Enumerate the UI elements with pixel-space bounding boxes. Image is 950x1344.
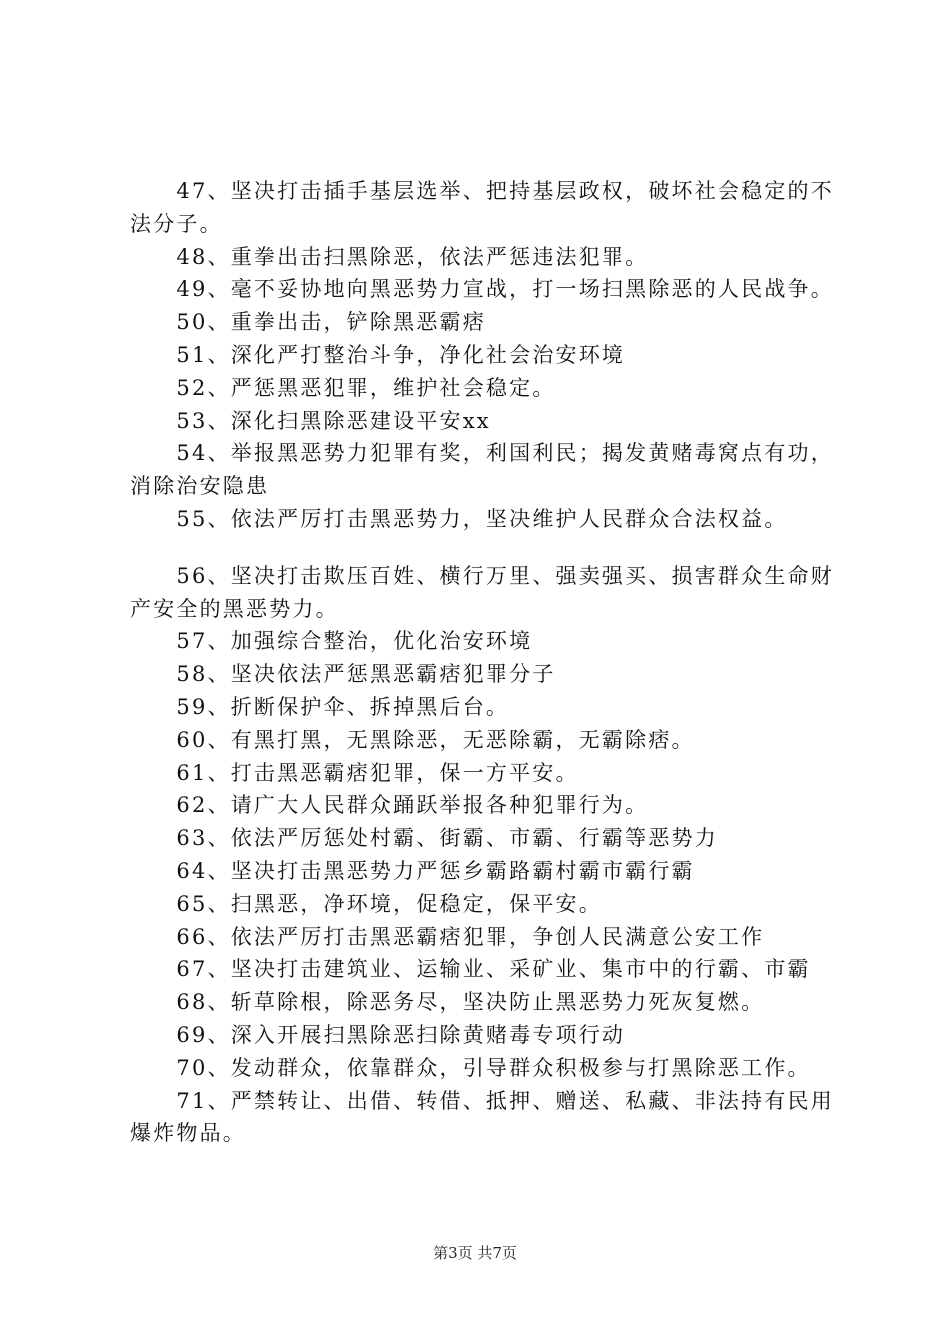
item-text: 深化扫黑除恶建设平安xx: [230, 408, 491, 433]
page-footer: 第3页 共7页: [433, 1244, 517, 1262]
list-item: 47、坚决打击插手基层选举、把持基层政权，破坏社会稳定的不法分子。: [130, 179, 834, 236]
list-item: 61、打击黑恶霸痞犯罪，保一方平安。: [176, 760, 579, 785]
list-item: 48、重拳出击扫黑除恶，依法严惩违法犯罪。: [176, 244, 649, 269]
list-item: 56、坚决打击欺压百姓、横行万里、强卖强买、损害群众生命财产安全的黑恶势力。: [130, 563, 834, 621]
item-number: 70: [176, 1055, 208, 1080]
list-item: 71、严禁转让、出借、转借、抵押、赠送、私藏、非法持有民用爆炸物品。: [130, 1088, 834, 1146]
list-item: 62、请广大人民群众踊跃举报各种犯罪行为。: [176, 793, 649, 818]
list-item: 63、依法严厉惩处村霸、街霸、市霸、行霸等恶势力: [176, 826, 718, 851]
item-text: 举报黑恶势力犯罪有奖，利国利民；揭发黄赌毒窝点有功，消除治安隐患: [130, 441, 834, 499]
list-item: 65、扫黑恶，净环境，促稳定，保平安。: [176, 891, 602, 916]
item-text: 坚决打击欺压百姓、横行万里、强卖强买、损害群众生命财产安全的黑恶势力。: [130, 563, 834, 621]
list-item: 60、有黑打黑，无黑除恶，无恶除霸，无霸除痞。: [176, 727, 695, 752]
list-item: 55、依法严厉打击黑恶势力，坚决维护人民群众合法权益。: [176, 506, 788, 531]
item-number: 62: [176, 793, 208, 818]
list-item: 51、深化严打整治斗争，净化社会治安环境: [176, 342, 626, 367]
item-text: 折断保护伞、拆掉黑后台。: [230, 694, 510, 719]
item-text: 扫黑恶，净环境，促稳定，保平安。: [230, 891, 602, 916]
item-text: 深化严打整治斗争，净化社会治安环境: [230, 342, 626, 367]
item-number: 67: [176, 957, 208, 982]
item-text: 重拳出击扫黑除恶，依法严惩违法犯罪。: [230, 244, 649, 269]
item-text: 有黑打黑，无黑除恶，无恶除霸，无霸除痞。: [230, 727, 695, 752]
item-text: 坚决打击插手基层选举、把持基层政权，破坏社会稳定的不法分子。: [130, 179, 834, 236]
item-number: 47: [176, 179, 208, 203]
list-item: 69、深入开展扫黑除恶扫除黄赌毒专项行动: [176, 1022, 626, 1047]
item-number: 71: [176, 1088, 208, 1113]
item-number: 53: [176, 408, 208, 433]
list-item: 53、深化扫黑除恶建设平安xx: [176, 408, 491, 433]
list-item: 50、重拳出击，铲除黑恶霸痞: [176, 310, 486, 335]
item-number: 50: [176, 310, 208, 335]
item-number: 64: [176, 858, 208, 883]
item-text: 坚决依法严惩黑恶霸痞犯罪分子: [230, 662, 556, 687]
item-text: 毫不妥协地向黑恶势力宣战，打一场扫黑除恶的人民战争。: [230, 277, 834, 302]
item-text: 斩草除根，除恶务尽，坚决防止黑恶势力死灰复燃。: [230, 990, 765, 1015]
item-text: 严惩黑恶犯罪，维护社会稳定。: [230, 375, 556, 400]
item-text: 依法严厉打击黑恶势力，坚决维护人民群众合法权益。: [230, 506, 788, 531]
item-text: 坚决打击建筑业、运输业、采矿业、集市中的行霸、市霸: [230, 957, 811, 982]
item-text: 加强综合整治，优化治安环境: [230, 629, 533, 654]
item-number: 49: [176, 277, 208, 302]
paragraph-gap: [130, 536, 850, 560]
item-number: 60: [176, 727, 208, 752]
item-text: 依法严厉惩处村霸、街霸、市霸、行霸等恶势力: [230, 826, 718, 851]
item-number: 68: [176, 990, 208, 1015]
item-text: 依法严厉打击黑恶霸痞犯罪，争创人民满意公安工作: [230, 924, 765, 949]
item-text: 打击黑恶霸痞犯罪，保一方平安。: [230, 760, 579, 785]
item-text: 深入开展扫黑除恶扫除黄赌毒专项行动: [230, 1022, 626, 1047]
item-text: 请广大人民群众踊跃举报各种犯罪行为。: [230, 793, 649, 818]
item-number: 65: [176, 891, 208, 916]
item-text: 坚决打击黑恶势力严惩乡霸路霸村霸市霸行霸: [230, 858, 695, 883]
list-item: 49、毫不妥协地向黑恶势力宣战，打一场扫黑除恶的人民战争。: [176, 277, 834, 302]
item-text: 发动群众，依靠群众，引导群众积极参与打黑除恶工作。: [230, 1055, 811, 1080]
list-item: 57、加强综合整治，优化治安环境: [176, 629, 533, 654]
item-number: 55: [176, 506, 208, 531]
item-number: 56: [176, 563, 208, 588]
list-item: 67、坚决打击建筑业、运输业、采矿业、集市中的行霸、市霸: [176, 957, 811, 982]
list-item: 68、斩草除根，除恶务尽，坚决防止黑恶势力死灰复燃。: [176, 990, 765, 1015]
list-item: 52、严惩黑恶犯罪，维护社会稳定。: [176, 375, 556, 400]
item-number: 59: [176, 694, 208, 719]
list-item: 70、发动群众，依靠群众，引导群众积极参与打黑除恶工作。: [176, 1055, 811, 1080]
item-text: 重拳出击，铲除黑恶霸痞: [230, 310, 486, 335]
item-number: 51: [176, 342, 208, 367]
item-number: 48: [176, 244, 208, 269]
slogan-list: [130, 175, 850, 1150]
item-number: 58: [176, 662, 208, 687]
item-number: 57: [176, 629, 208, 654]
item-number: 66: [176, 924, 208, 949]
list-item: 58、坚决依法严惩黑恶霸痞犯罪分子: [176, 662, 556, 687]
item-number: 69: [176, 1022, 208, 1047]
list-item: 59、折断保护伞、拆掉黑后台。: [176, 694, 510, 719]
list-item: 54、举报黑恶势力犯罪有奖，利国利民；揭发黄赌毒窝点有功，消除治安隐患: [130, 441, 834, 499]
list-item: 64、坚决打击黑恶势力严惩乡霸路霸村霸市霸行霸: [176, 858, 695, 883]
item-number: 52: [176, 375, 208, 400]
item-number: 54: [176, 441, 208, 466]
item-number: 63: [176, 826, 208, 851]
list-item: 66、依法严厉打击黑恶霸痞犯罪，争创人民满意公安工作: [176, 924, 765, 949]
item-text: 严禁转让、出借、转借、抵押、赠送、私藏、非法持有民用爆炸物品。: [130, 1088, 834, 1146]
item-number: 61: [176, 760, 208, 785]
